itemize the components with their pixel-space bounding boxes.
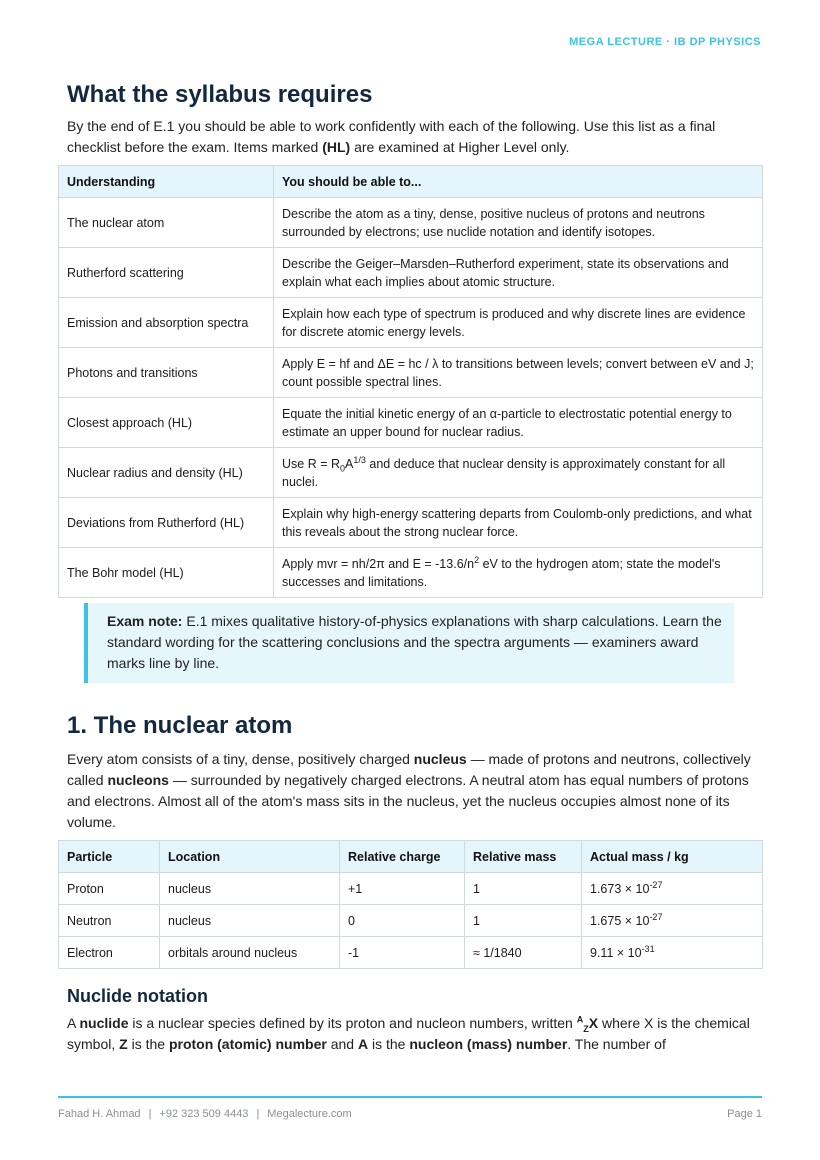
table-row [59,398,763,448]
description-cell: Apply mvr = nh/2π and $E = -13.6/n^2$ eV to the hydrogen atom; state the model's successes and limitations. [274,548,763,598]
topic-cell: Photons and transitions [59,348,274,398]
footer-site-link[interactable]: Megalecture.com [267,1108,352,1120]
description-cell: Describe the Geiger–Marsden–Rutherford experiment, state its observations and explain what each implies about atomic structure. [274,248,763,298]
page-content [58,78,762,1055]
nuclide-paragraph: A nuclide is a nuclear species defined by its proton and nucleon numbers, written $^A_Z$X where X is the chemical symbol, Z is the proton (atomic) number and A is the nucleon (mass) number. The number of [67,1014,750,1052]
syllabus-intro: By the end of E.1 you should be able to work confidently with each of the following. Use this list as a final checklist before the exam. Items marked (HL) are examined at Higher Level only. [67,118,716,155]
topic-cell: Closest approach (HL) [59,398,274,448]
footer-divider [58,1096,762,1098]
charge-cell: +1 [340,873,465,905]
topic-cell: Deviations from Rutherford (HL) [59,498,274,548]
table-row [59,498,763,548]
nuclide-notation-heading: Nuclide notation [67,986,208,1006]
location-cell: nucleus [160,905,340,937]
topic-cell: Emission and absorption spectra [59,298,274,348]
actual-mass-cell: $9.11 \times 10^{-31}$ [582,937,763,969]
table-header-row [59,166,763,198]
footer-contact: Fahad H. Ahmad | +92 323 509 4443 | Megalecture.com [58,1108,352,1120]
column-header: Location [160,841,340,873]
nuclear-atom-heading: 1. The nuclear atom [67,712,293,739]
table-row [59,873,763,905]
table-row [59,198,763,248]
column-header: You should be able to... [274,166,763,198]
location-cell: orbitals around nucleus [160,937,340,969]
description-cell: Explain why high-energy scattering departs from Coulomb-only predictions, and what this reveals about the strong nuclear force. [274,498,763,548]
page-number: Page 1 [727,1108,762,1120]
table-row [59,448,763,498]
table-row [59,298,763,348]
particle-cell: Proton [59,873,160,905]
particle-table [58,840,763,969]
table-row [59,548,763,598]
column-header: Actual mass / kg [582,841,763,873]
table-header-row [59,841,763,873]
description-cell: Use $R = R_0A^{1/3}$ and deduce that nuclear density is approximately constant for all nuclei. [274,448,763,498]
table-row [59,937,763,969]
description-cell: Apply E = hf and ΔE = hc / λ to transitions between levels; convert between eV and J; count possible spectral lines. [274,348,763,398]
mass-cell: 1 [465,905,582,937]
syllabus-table [58,165,763,598]
mass-cell: 1 [465,873,582,905]
table-row [59,905,763,937]
syllabus-heading: What the syllabus requires [67,81,373,108]
charge-cell: -1 [340,937,465,969]
page-header: MEGA LECTURE · IB DP PHYSICS [569,36,761,48]
column-header: Particle [59,841,160,873]
topic-cell: The Bohr model (HL) [59,548,274,598]
topic-cell: Rutherford scattering [59,248,274,298]
exam-note-label: Exam note: [107,613,183,629]
footer-phone: +92 323 509 4443 [159,1108,249,1120]
description-cell: Describe the atom as a tiny, dense, positive nucleus of protons and neutrons surrounded by electrons; use nuclide notation and identify isotopes. [274,198,763,248]
table-row [59,248,763,298]
location-cell: nucleus [160,873,340,905]
table-row [59,348,763,398]
topic-cell: Nuclear radius and density (HL) [59,448,274,498]
column-header: Relative mass [465,841,582,873]
nuclear-atom-paragraph: Every atom consists of a tiny, dense, positively charged nucleus — made of protons and neutrons, collectively called nucleons — surrounded by negatively charged electrons. A neutral atom has equal numbers of protons and electrons. Almost all of the atom's mass sits in the nucleus, yet the nucleus occupies almost none of its volume. [67,751,751,830]
exam-note-text: E.1 mixes qualitative history-of-physics explanations with sharp calculations. Learn the standard wording for the scattering conclusions and the spectra arguments — examiners award marks line by line. [107,613,722,671]
column-header: Understanding [59,166,274,198]
topic-cell: The nuclear atom [59,198,274,248]
footer-author: Fahad H. Ahmad [58,1108,141,1120]
nuclide-symbol: $^A_Z$X [576,1014,599,1034]
column-header: Relative charge [340,841,465,873]
particle-cell: Electron [59,937,160,969]
exam-note-callout [84,603,734,683]
description-cell: Explain how each type of spectrum is produced and why discrete lines are evidence for discrete atomic energy levels. [274,298,763,348]
description-cell: Equate the initial kinetic energy of an α-particle to electrostatic potential energy to estimate an upper bound for nuclear radius. [274,398,763,448]
charge-cell: 0 [340,905,465,937]
particle-cell: Neutron [59,905,160,937]
actual-mass-cell: $1.673 \times 10^{-27}$ [582,873,763,905]
actual-mass-cell: $1.675 \times 10^{-27}$ [582,905,763,937]
mass-cell: ≈ 1/1840 [465,937,582,969]
